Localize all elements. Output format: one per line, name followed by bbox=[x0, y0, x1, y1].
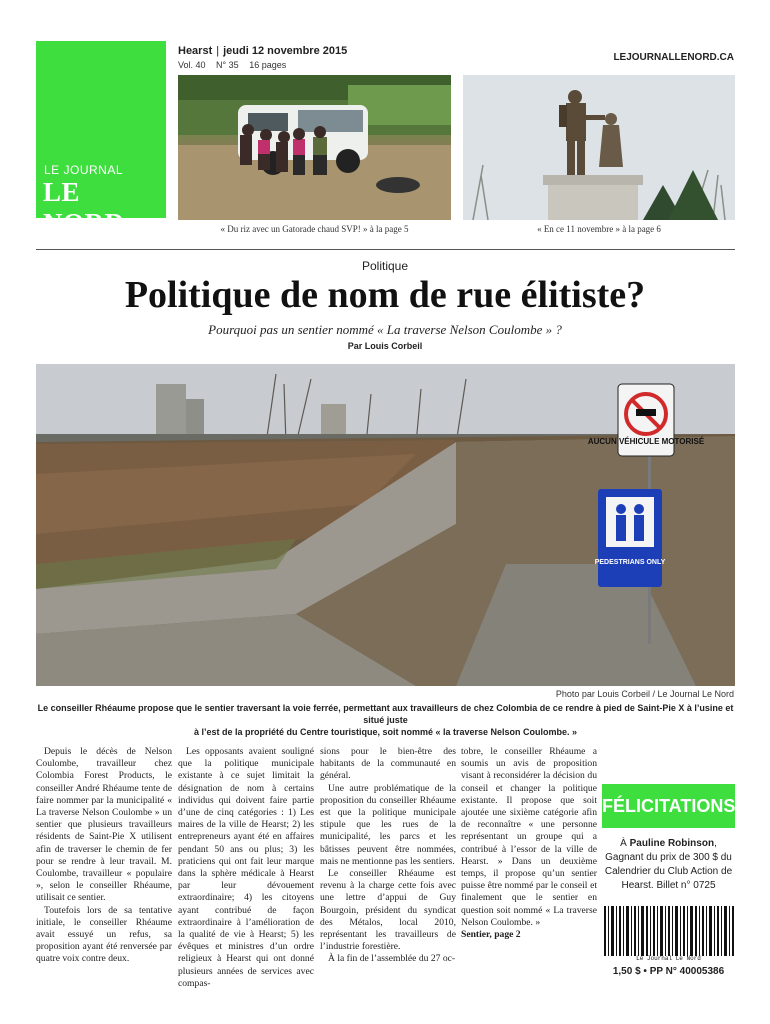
teaser-caption-2[interactable]: « En ce 11 novembre » à la page 6 bbox=[537, 224, 661, 234]
winner-suffix: , bbox=[714, 838, 717, 849]
paragraph: Toutefois lors de sa tentative initiale, le conseiller Rhéaume avait essuyé un refus, sa proposition ayant été renversée par quatre voix contre deux. bbox=[36, 904, 172, 965]
paragraph: Une autre problématique de la proposition du conseiller Rhéaume est que la politique municipale stipule que les rues de la municipalité, les parcs et les bâtisses peuvent être nommées, mais ne mentionne pas les sentiers. bbox=[320, 782, 456, 867]
paragraph: Le conseiller Rhéaume est revenu à la charge cette fois avec une lettre d’appui de Guy Bourgoin, président du syndicat des Métalos, local 2010, représentant les travailleurs de l’industrie forestière. bbox=[320, 868, 456, 953]
city: Hearst bbox=[178, 45, 213, 57]
photo-caption bbox=[36, 702, 735, 738]
price-and-postal-number: 1,50 $ • PP N° 40005386 bbox=[612, 966, 725, 977]
section-label: Politique bbox=[361, 259, 409, 273]
suv-photo-illustration bbox=[178, 75, 451, 220]
issue-info bbox=[178, 60, 294, 70]
article-column-2 bbox=[178, 746, 314, 990]
statue-photo-illustration bbox=[463, 75, 735, 220]
barcode-label: Le Journal Le Nord bbox=[636, 955, 701, 962]
logo-big-text: LE NORD bbox=[43, 177, 125, 238]
masthead-logo bbox=[36, 41, 166, 238]
photo-caption-line-1: Le conseiller Rhéaume propose que le sentier traversant la voie ferrée, permettant aux travailleurs de chez Colombia de ce rendre à pied de Saint-Pie X à l’usine et situé juste bbox=[37, 703, 734, 725]
paragraph: À la fin de l’assemblée du 27 oc- bbox=[328, 953, 456, 965]
sign-no-vehicles-text: AUCUN VÉHICULE MOTORISÉ bbox=[587, 437, 705, 446]
prize-details: Gagnant du prix de 300 $ du Calendrier du Club Action de Hearst. Billet n° 0725 bbox=[604, 852, 733, 891]
article-column-1 bbox=[36, 746, 172, 966]
paragraph: tobre, le conseiller Rhéaume a soumis un avis de proposition visant à reconsidérer la décision du conseil et changer la politique existante. Il propose que soit ajoutée une sixième catégorie afin de reconnaître « une personne représentant un groupe qui a contribué à l’essor de la ville de Hearst. » Dans un deuxième temps, il propose qu’un sentier puisse être nommé par le conseil et finalement que le sentier en question soit nommé « La traverse Nelson Coulombe. » bbox=[461, 746, 597, 928]
teaser-photo-statue[interactable] bbox=[463, 75, 735, 220]
dateline bbox=[178, 45, 347, 57]
paragraph: Les opposants avaient souligné que la politique municipale existante à ce sujet limitait la désignation de nom à certains individus qui doivent faire partie d’une de cinq catégories : 1) Les maires de la ville de Hearst; 2) les entrepreneurs ayant été en affaires pendant 50 ans ou plus; 3) les praticiens qui ont fait leur marque dans la sphère médicale à Hearst par leur dévouement extraordinaire; 4) les citoyens ayant contribué de façon extraordinaire à l’amélioration de la qualité de vie à Hearst; 5) les évêques et ministres d’un ordre religieux à Hearst qui ont donné plusieurs années de services avec compas- bbox=[178, 746, 314, 989]
trail-photo-illustration bbox=[36, 364, 735, 686]
volume: Vol. 40 bbox=[178, 60, 206, 70]
dateline-separator: | bbox=[216, 45, 220, 57]
article-column-3 bbox=[320, 746, 456, 966]
photo-caption-line-2: à l’est de la propriété du Centre touristique, soit nommé « la traverse Nelson Coulombe. » bbox=[193, 727, 578, 737]
paragraph: sions pour le bien-être des habitants de la communauté en général. bbox=[320, 746, 456, 782]
congratulations-banner: FÉLICITATIONS bbox=[602, 784, 735, 828]
subheadline: Pourquoi pas un sentier nommé « La traverse Nelson Coulombe » ? bbox=[208, 322, 562, 337]
continued-link[interactable]: Sentier, page 2 bbox=[461, 929, 521, 941]
website-link[interactable]: LEJOURNALLENORD.CA bbox=[613, 52, 734, 63]
page-count: 16 pages bbox=[249, 60, 287, 70]
photo-credit: Photo par Louis Corbeil / Le Journal Le Nord bbox=[555, 689, 734, 699]
headline: Politique de nom de rue élitiste? bbox=[124, 274, 646, 316]
article-column-4 bbox=[461, 746, 597, 941]
logo-small-text: LE JOURNAL bbox=[44, 163, 124, 177]
main-photo bbox=[36, 364, 735, 686]
paragraph: Depuis le décès de Nelson Coulombe, travailleur chez Colombia Forest Products, le conseiller André Rhéaume tente de faire nommer par la municipalité « La traverse Nelson Coulombe » un sentier que plusieurs travailleurs résidents de Saint-Pie X utilisent afin de traverser le chemin de fer pour se rendre à leur travail. M. Coulombe, travailleur « populaire », selon le conseiller Rhéaume, utilisait ce sentier. bbox=[36, 746, 172, 904]
masthead-divider bbox=[36, 249, 735, 250]
sign-pedestrians-text: PEDESTRIANS ONLY bbox=[594, 559, 666, 566]
teaser-caption-1[interactable]: « Du riz avec un Gatorade chaud SVP! » à la page 5 bbox=[220, 224, 409, 234]
teaser-photo-suv[interactable] bbox=[178, 75, 451, 220]
winner-prefix: À bbox=[620, 838, 630, 849]
congratulations-text bbox=[602, 837, 735, 893]
byline: Par Louis Corbeil bbox=[347, 341, 423, 351]
issue-number: N° 35 bbox=[216, 60, 239, 70]
issue-date: jeudi 12 novembre 2015 bbox=[223, 45, 348, 57]
barcode-icon bbox=[602, 906, 735, 956]
winner-name: Pauline Robinson bbox=[629, 838, 715, 849]
